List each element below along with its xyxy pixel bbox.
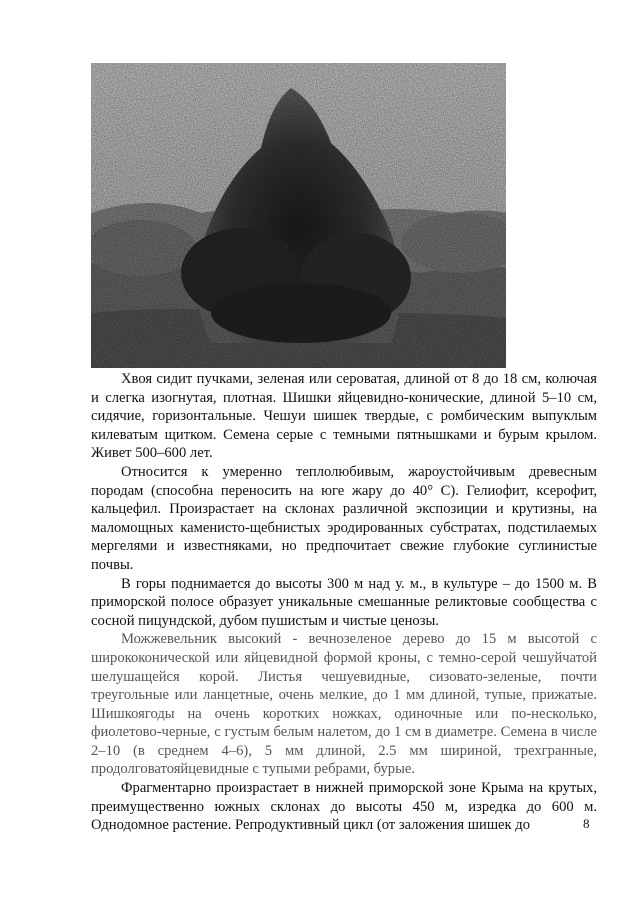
- tree-photo: [91, 63, 506, 368]
- body-text: [91, 370, 597, 835]
- tree-photo-image: [91, 63, 506, 368]
- page-number: 8: [583, 816, 590, 831]
- paragraph-juniper: Можжевельник высокий - вечнозеленое дерево до 15 м высотой с ширококонической или яйцевидной формой кроны, с темно-серой чешуйчатой шелушащейся корой. Листья чешуевидные, сизовато-зеленые, почти треугольные или ланцетные, очень мелкие, до 1 мм длиной, тупые, прижатые. Шишкоягоды на очень коротких ножках, одиночные или по-несколько, фиолетово-черные, с густым белым налетом, до 1 см в диаметре. Семена в числе 2–10 (в среднем 4–6), 5 мм длиной, 2.5 мм шириной, трехгранные, продолговатояйцевидные с тупыми ребрами, бурые.: [91, 631, 597, 778]
- paragraph-distribution: Фрагментарно произрастает в нижней приморской зоне Крыма на крутых, преимущественно южных склонах до высоты 450 м, изредка до 600 м. Однодомное растение. Репродуктивный цикл (от заложения шишек до: [91, 780, 597, 834]
- paragraph-needles: Хвоя сидит пучками, зеленая или сероватая, длиной от 8 до 18 см, колючая и слегка изогнутая, плотная. Шишки яйцевидно-конические, длиной 5–10 см, сидячие, горизонтальные. Чешуи шишек твердые, с ромбическим выпуклым килеватым щитком. Семена серые с темными пятнышками и бурым крылом. Живет 500–600 лет.: [91, 371, 597, 462]
- paragraph-ecology: Относится к умеренно теплолюбивым, жароустойчивым древесным породам (способна переносить на юге жару до 40° С). Гелиофит, ксерофит, кальцефил. Произрастает на склонах различной экспозиции и крутизны, на маломощных каменисто-щебнистых эродированных субстратах, подстилаемых мергелями и известняками, но предпочитает свежие глубокие суглинистые почвы.: [91, 463, 597, 573]
- paragraph-altitude: В горы поднимается до высоты 300 м над у. м., в культуре – до 1500 м. В приморской полосе образует уникальные смешанные реликтовые сообщества с сосной пицундской, дубом пушистым и чистые ценозы.: [91, 575, 597, 629]
